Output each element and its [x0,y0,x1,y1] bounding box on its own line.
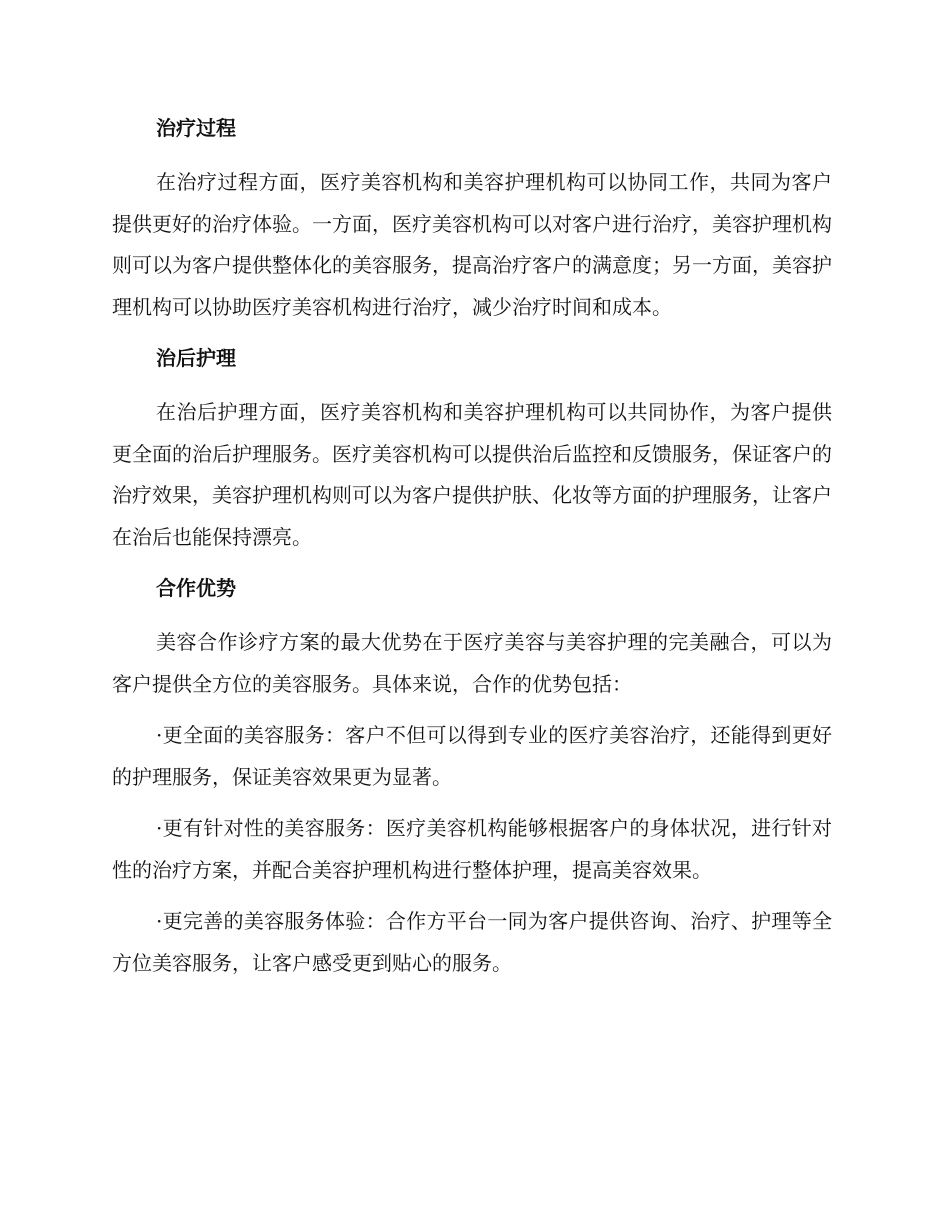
section-heading-aftercare: 治后护理 [156,346,236,370]
section-paragraph-treatment-process: 在治疗过程方面，医疗美容机构和美容护理机构可以协同工作，共同为客户提供更好的治疗体验。一方面，医疗美容机构可以对客户进行治疗，美容护理机构则可以为客户提供整体化的美容服务，提高治疗客户的满意度；另一方面，美容护理机构可以协助医疗美容机构进行治疗，减少治疗时间和成本。 [112,170,832,319]
bullet-text: 更有针对性的美容服务：医疗美容机构能够根据客户的身体状况，进行针对性的治疗方案，并配合美容护理机构进行整体护理，提高美容效果。 [112,816,832,882]
bullet-marker: · [156,723,163,747]
bullet-marker: · [156,816,163,840]
section-paragraph-cooperation-advantages: 美容合作诊疗方案的最大优势在于医疗美容与美容护理的完美融合，可以为客户提供全方位的美容服务。具体来说，合作的优势包括： [112,630,832,696]
section-paragraph-aftercare: 在治后护理方面，医疗美容机构和美容护理机构可以共同协作，为客户提供更全面的治后护理服务。医疗美容机构可以提供治后监控和反馈服务，保证客户的治疗效果，美容护理机构则可以为客户提供护肤、化妆等方面的护理服务，让客户在治后也能保持漂亮。 [112,400,832,549]
bullet-marker: · [156,909,163,933]
bullet-item-service-experience [112,901,832,984]
section-heading-treatment-process: 治疗过程 [156,116,236,140]
bullet-item-comprehensive-service [112,715,832,798]
document-page [112,108,832,984]
bullet-text: 更完善的美容服务体验：合作方平台一同为客户提供咨询、治疗、护理等全方位美容服务，让客户感受更到贴心的服务。 [112,909,832,975]
bullet-text: 更全面的美容服务：客户不但可以得到专业的医疗美容治疗，还能得到更好的护理服务，保证美容效果更为显著。 [112,723,832,789]
section-heading-cooperation-advantages: 合作优势 [156,576,236,600]
bullet-item-targeted-service [112,808,832,891]
